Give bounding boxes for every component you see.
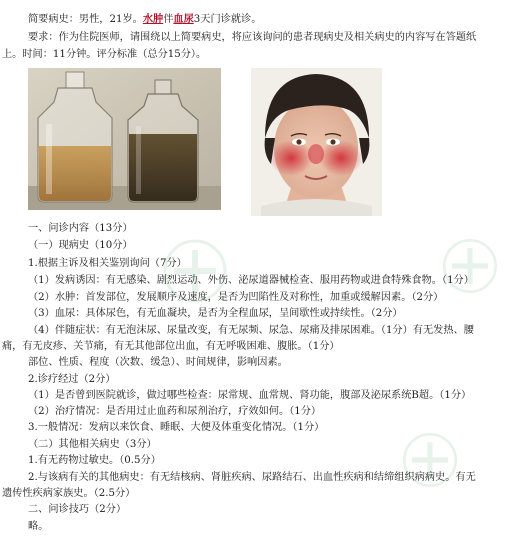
case-summary [28,13,261,26]
patient-face-photo [251,68,382,216]
other-1: 1.有无药物过敏史。（0.5分） [28,455,161,466]
case-mid: 伴 [163,14,174,25]
face-rash-image [251,68,382,216]
keyword-edema: 水肿 [142,13,164,25]
case-prefix: 简要病史：男性，21岁。 [28,14,143,25]
watermark-seal-icon [440,236,500,296]
urine-bottles-image [28,68,221,210]
item-1-d-line-1: （4）伴随症状：有无泡沫尿、尿量改变，有无尿频、尿急、尿痛及排尿困难。（1分）有无发热、腰 [28,325,474,336]
item-1-d-line-3: 部位、性质、程度（次数、缓急）、时间规律，影响因素。 [28,357,288,368]
urine-bottles-photo [28,68,221,210]
item-3: 3.一般情况：发病以来饮食、睡眠、大便及体重变化情况。（1分） [28,422,325,433]
item-2-b: （2）治疗情况：是否用过止血药和尿剂治疗，疗效如何。（1分） [28,406,322,417]
other-2-line-1: 2.与该病有关的其他病史：有无结核病、肾脏疾病、尿路结石、出血性疾病和结缔组织病病史。有无 [28,472,476,483]
section-1-1-heading: （一）现病史（10分） [28,240,133,251]
item-1-b: （2）水肿：首发部位，发展顺序及速度，是否为凹陷性及对称性，加重或缓解因素。（2分） [28,292,444,303]
section-2-heading: 二、问诊技巧（2分） [28,504,127,515]
item-1: 1.根据主诉及相关鉴别询问（7分） [28,258,187,269]
keyword-hematuria: 血尿 [173,13,194,25]
requirement-line-1: 要求：作为住院医师，请围绕以上简要病史，将应该询问的患者现病史及相关病史的内容写在答题纸 [28,32,477,43]
item-1-d-line-2: 痛，有无皮疹、关节痛，有无其他部位出血，有无呼吸困难、腹胀。（1分） [2,341,340,352]
section-1-heading: 一、问诊内容（13分） [28,223,133,234]
other-2-line-2: 遗传性疾病家族史。（2.5分） [2,488,136,499]
item-1-c: （3）血尿：具体尿色，有无血凝块，是否为全程血尿，呈间歇性或持续性。（2分） [28,308,403,319]
item-2: 2.诊疗经过（2分） [28,374,116,385]
item-1-a: （1）发病诱因：有无感染、剧烈运动、外伤、泌尿道器械检查、服用药物或进食特殊食物。（1分） [28,275,474,286]
section-1-2-heading: （二）其他相关病史（3分） [28,439,157,450]
requirement-line-2: 上。时间：11分钟。评分标准（总分15分）。 [2,49,207,60]
section-2-text: 略。 [28,521,49,532]
case-suffix: 3天门诊就诊。 [193,14,262,25]
item-2-a: （1）是否曾到医院就诊，做过哪些检查：尿常规、血常规、肾功能，腹部及泌尿系统B超。（1分） [28,390,472,401]
